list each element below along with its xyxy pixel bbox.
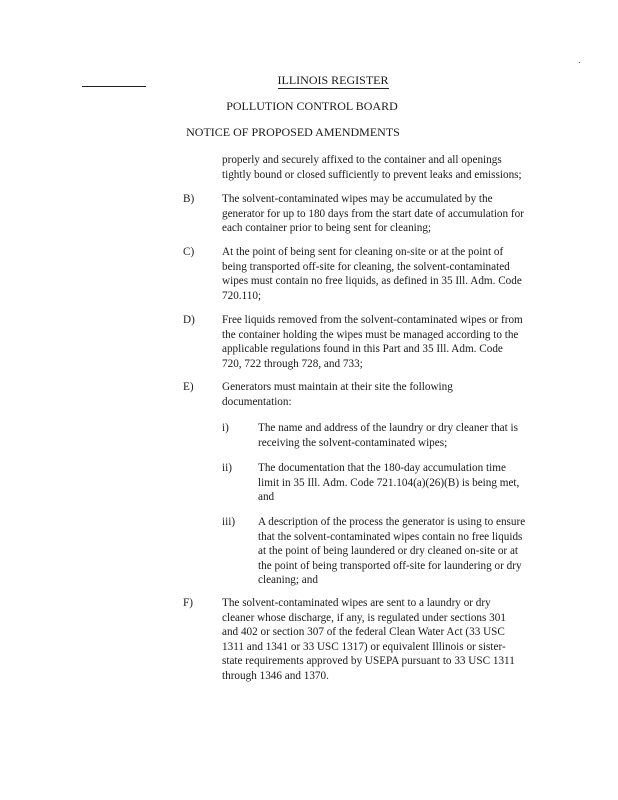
item-c-text	[222, 245, 522, 303]
text-line: Free liquids removed from the solvent-contaminated wipes or from	[222, 314, 523, 326]
agency-name: POLLUTION CONTROL BOARD	[226, 99, 398, 113]
text-line: 1311 and 1341 or 33 USC 1317) or equivalent Illinois or sister-	[222, 640, 506, 653]
scan-speck	[579, 62, 580, 63]
text-line: The documentation that the 180-day accumulation time	[258, 462, 506, 474]
text-line: through 1346 and 1370.	[222, 669, 329, 682]
text-line: The solvent-contaminated wipes are sent to a laundry or dry	[222, 597, 491, 609]
item-d-text	[222, 313, 523, 371]
text-line: and 402 or section 307 of the federal Clean Water Act (33 USC	[222, 626, 505, 638]
subitem-ii-text	[258, 461, 519, 505]
item-label-f: F)	[183, 597, 193, 609]
text-line: 720.110;	[222, 289, 262, 302]
text-line: applicable regulations found in this Part and 35 Ill. Adm. Code	[222, 343, 503, 355]
item-label-c: C)	[183, 246, 195, 258]
text-line: Generators must maintain at their site the following	[222, 381, 453, 393]
text-line: the point of being transported off-site for laundering or dry	[258, 559, 522, 572]
text-line: documentation:	[222, 395, 292, 408]
text-line: The solvent-contaminated wipes may be accumulated by the	[222, 193, 493, 205]
text-line: the container holding the wipes must be managed according to the	[222, 328, 519, 341]
text-line: generator for up to 180 days from the start date of accumulation for	[222, 207, 524, 220]
text-line: wipes must contain no free liquids, as defined in 35 Ill. Adm. Code	[222, 275, 522, 287]
item-f-text	[222, 596, 515, 683]
item-label-e: E)	[183, 381, 194, 393]
text-line: The name and address of the laundry or dry cleaner that is	[258, 422, 519, 434]
text-line: limit in 35 Ill. Adm. Code 721.104(a)(26)(B) is being met,	[258, 476, 520, 489]
text-line: receiving the solvent-contaminated wipes;	[258, 436, 448, 449]
subitem-label-ii: ii)	[222, 462, 232, 474]
text-line: each container prior to being sent for cleaning;	[222, 222, 432, 234]
item-b-text	[222, 192, 524, 236]
item-e-text	[222, 380, 453, 409]
text-line: at the point of being laundered or dry cleaned on-site or at	[258, 545, 519, 557]
subitem-iii-text	[258, 515, 525, 588]
text-line: 720, 722 through 728, and 733;	[222, 357, 363, 370]
text-line: being transported off-site for cleaning, the solvent-contaminated	[222, 260, 510, 273]
text-line: that the solvent-contaminated wipes contain no free liquids	[258, 530, 523, 543]
item-label-b: B)	[183, 193, 195, 205]
notice-heading: NOTICE OF PROPOSED AMENDMENTS	[186, 125, 400, 139]
text-line: state requirements approved by USEPA pursuant to 33 USC 1311	[222, 655, 515, 667]
text-line: cleaner whose discharge, if any, is regulated under sections 301	[222, 611, 506, 624]
item-label-d: D)	[183, 314, 195, 326]
subitem-i-text	[258, 421, 518, 450]
subitem-label-iii: iii)	[222, 516, 236, 528]
text-line: A description of the process the generator is using to ensure	[258, 516, 526, 528]
register-title: ILLINOIS REGISTER	[277, 73, 389, 87]
text-line: and	[258, 491, 275, 503]
subitem-label-i: i)	[222, 422, 229, 434]
text-line: At the point of being sent for cleaning on-site or at the point of	[222, 246, 504, 258]
text-line: properly and securely affixed to the container and all openings	[222, 154, 502, 166]
text-line: tightly bound or closed sufficiently to prevent leaks and emissions;	[222, 168, 522, 181]
text-line: cleaning; and	[258, 574, 318, 586]
continuation-text	[222, 153, 522, 182]
